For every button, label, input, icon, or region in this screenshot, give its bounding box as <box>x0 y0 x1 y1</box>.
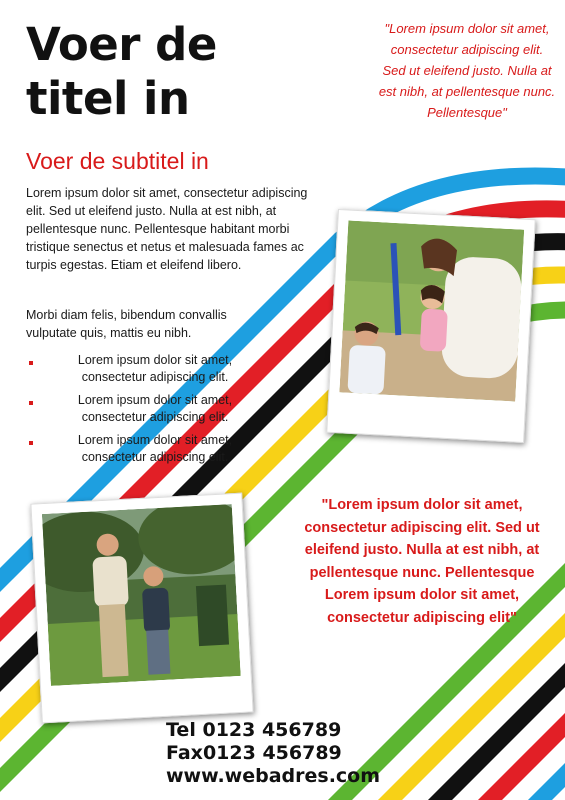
contact-fax: Fax0123 456789 <box>166 742 342 764</box>
quote-middle: "Lorem ipsum dolor sit amet, consectetur adipiscing elit. Sed ut eleifend justo. Nulla at est nibh, at pellentesque nunc. Pellentesque Lorem ipsum dolor sit amet, consectetur adipiscing elit" <box>304 497 540 626</box>
title-line-2: titel in <box>26 72 190 125</box>
list-item: Lorem ipsum dolor sit amet, consectetur adipiscing elit. <box>26 432 256 466</box>
list-item: Lorem ipsum dolor sit amet, consectetur adipiscing elit. <box>26 352 256 386</box>
fax-number: 0123 456789 <box>202 742 342 764</box>
contact-tel: Tel 0123 456789 <box>166 719 342 741</box>
bullet-square-icon <box>29 361 33 365</box>
page-title <box>26 18 217 126</box>
photo-frame-baseball <box>326 209 535 443</box>
bullet-list <box>26 352 256 472</box>
bullet-square-icon <box>29 401 33 405</box>
body-paragraph-1: Lorem ipsum dolor sit amet, consectetur adipiscing elit. Sed ut eleifend justo. Nulla at est nibh, at pellentesque nunc. Pellentesque habitant morbi tristique senectus et netus et malesuada fames ac turpis egestas. Etiam et eleifend libero. <box>26 186 308 272</box>
bullet-square-icon <box>29 441 33 445</box>
photo-baseball-family <box>339 221 524 402</box>
photo-father-son-golf <box>42 504 241 686</box>
photo-frame-golf <box>30 493 253 724</box>
list-item: Lorem ipsum dolor sit amet, consectetur adipiscing elit. <box>26 392 256 426</box>
tel-number: 0123 456789 <box>202 719 342 741</box>
quote-top: "Lorem ipsum dolor sit amet, consectetur adipiscing elit. Sed ut eleifend justo. Nulla at est nibh, at pellentesque nunc. Pellentesque" <box>378 21 556 120</box>
page-subtitle: Voer de subtitel in <box>26 148 209 174</box>
contact-block <box>166 719 380 788</box>
body-paragraph-2: Morbi diam felis, bibendum convallis vulputate quis, mattis eu nibh. <box>26 308 227 340</box>
contact-website[interactable]: www.webadres.com <box>166 765 381 787</box>
title-line-1: Voer de <box>26 18 217 71</box>
